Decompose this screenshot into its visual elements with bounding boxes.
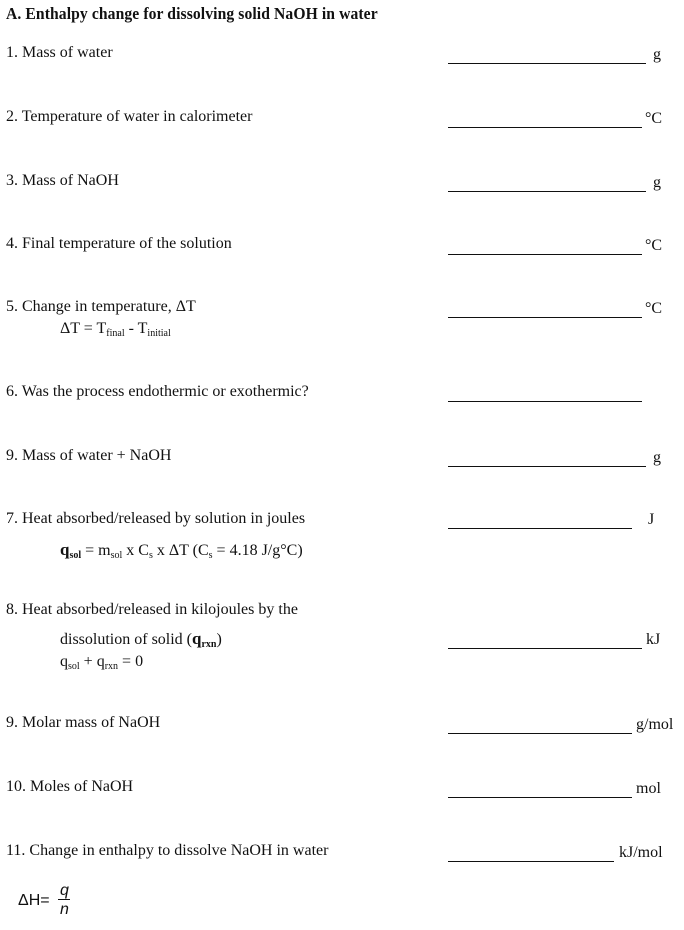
section-title: A. Enthalpy change for dissolving solid NaOH in water	[6, 4, 378, 23]
question-label: 7. Heat absorbed/released by solution in joules	[6, 510, 306, 527]
answer-blank[interactable]	[448, 317, 642, 318]
unit-label: g	[653, 449, 661, 466]
delta-t-formula: $\Delta T = T_{final} - T_{initial}$	[60, 320, 171, 339]
question-label: 11. Change in enthalpy to dissolve NaOH in water	[6, 842, 329, 859]
answer-blank[interactable]	[448, 528, 632, 529]
unit-label: °C	[645, 237, 663, 254]
question-label: 6. Was the process endothermic or exothermic?	[6, 383, 309, 400]
unit-label: kJ/mol	[619, 844, 663, 861]
enthalpy-denominator: n	[60, 901, 69, 918]
answer-blank[interactable]	[448, 861, 614, 862]
unit-label: g/mol	[636, 716, 674, 733]
unit-label: kJ	[646, 631, 661, 648]
answer-blank[interactable]	[448, 466, 646, 467]
question-label: 9. Molar mass of NaOH	[6, 714, 161, 731]
dissolution-line: dissolution of solid $(q_{rxn})$	[60, 629, 222, 650]
answer-blank[interactable]	[448, 797, 632, 798]
fraction-bar	[58, 899, 70, 900]
question-label: 10. Moles of NaOH	[6, 778, 134, 795]
answer-blank[interactable]	[448, 648, 642, 649]
answer-blank[interactable]	[448, 191, 646, 192]
question-label: 5. Change in temperature, ΔT	[6, 298, 196, 315]
answer-blank[interactable]	[448, 127, 642, 128]
unit-label: J	[648, 511, 655, 528]
unit-label: g	[653, 174, 661, 191]
question-label: 8. Heat absorbed/released in kilojoules by the	[6, 601, 298, 618]
q-sum-formula: $q_{sol} + q_{rxn} = 0$	[60, 653, 144, 672]
answer-blank[interactable]	[448, 733, 632, 734]
answer-blank[interactable]	[448, 254, 642, 255]
question-label: 9. Mass of water + NaOH	[6, 447, 172, 464]
enthalpy-lhs: ΔH=	[18, 892, 50, 909]
answer-blank[interactable]	[448, 63, 646, 64]
unit-label: °C	[645, 300, 663, 317]
enthalpy-numerator: q	[60, 882, 69, 899]
question-label: 4. Final temperature of the solution	[6, 235, 232, 252]
question-label: 3. Mass of NaOH	[6, 172, 119, 189]
heat-formula: $q_{sol} = m_{sol}$ x $C_s$ x ΔT ($C_s = 4.18$ J/g°C)	[60, 540, 303, 561]
question-label: 1. Mass of water	[6, 44, 113, 61]
unit-label: g	[653, 46, 661, 63]
answer-blank[interactable]	[448, 401, 642, 402]
unit-label: °C	[645, 110, 663, 127]
question-label: 2. Temperature of water in calorimeter	[6, 108, 253, 125]
unit-label: mol	[636, 780, 661, 797]
